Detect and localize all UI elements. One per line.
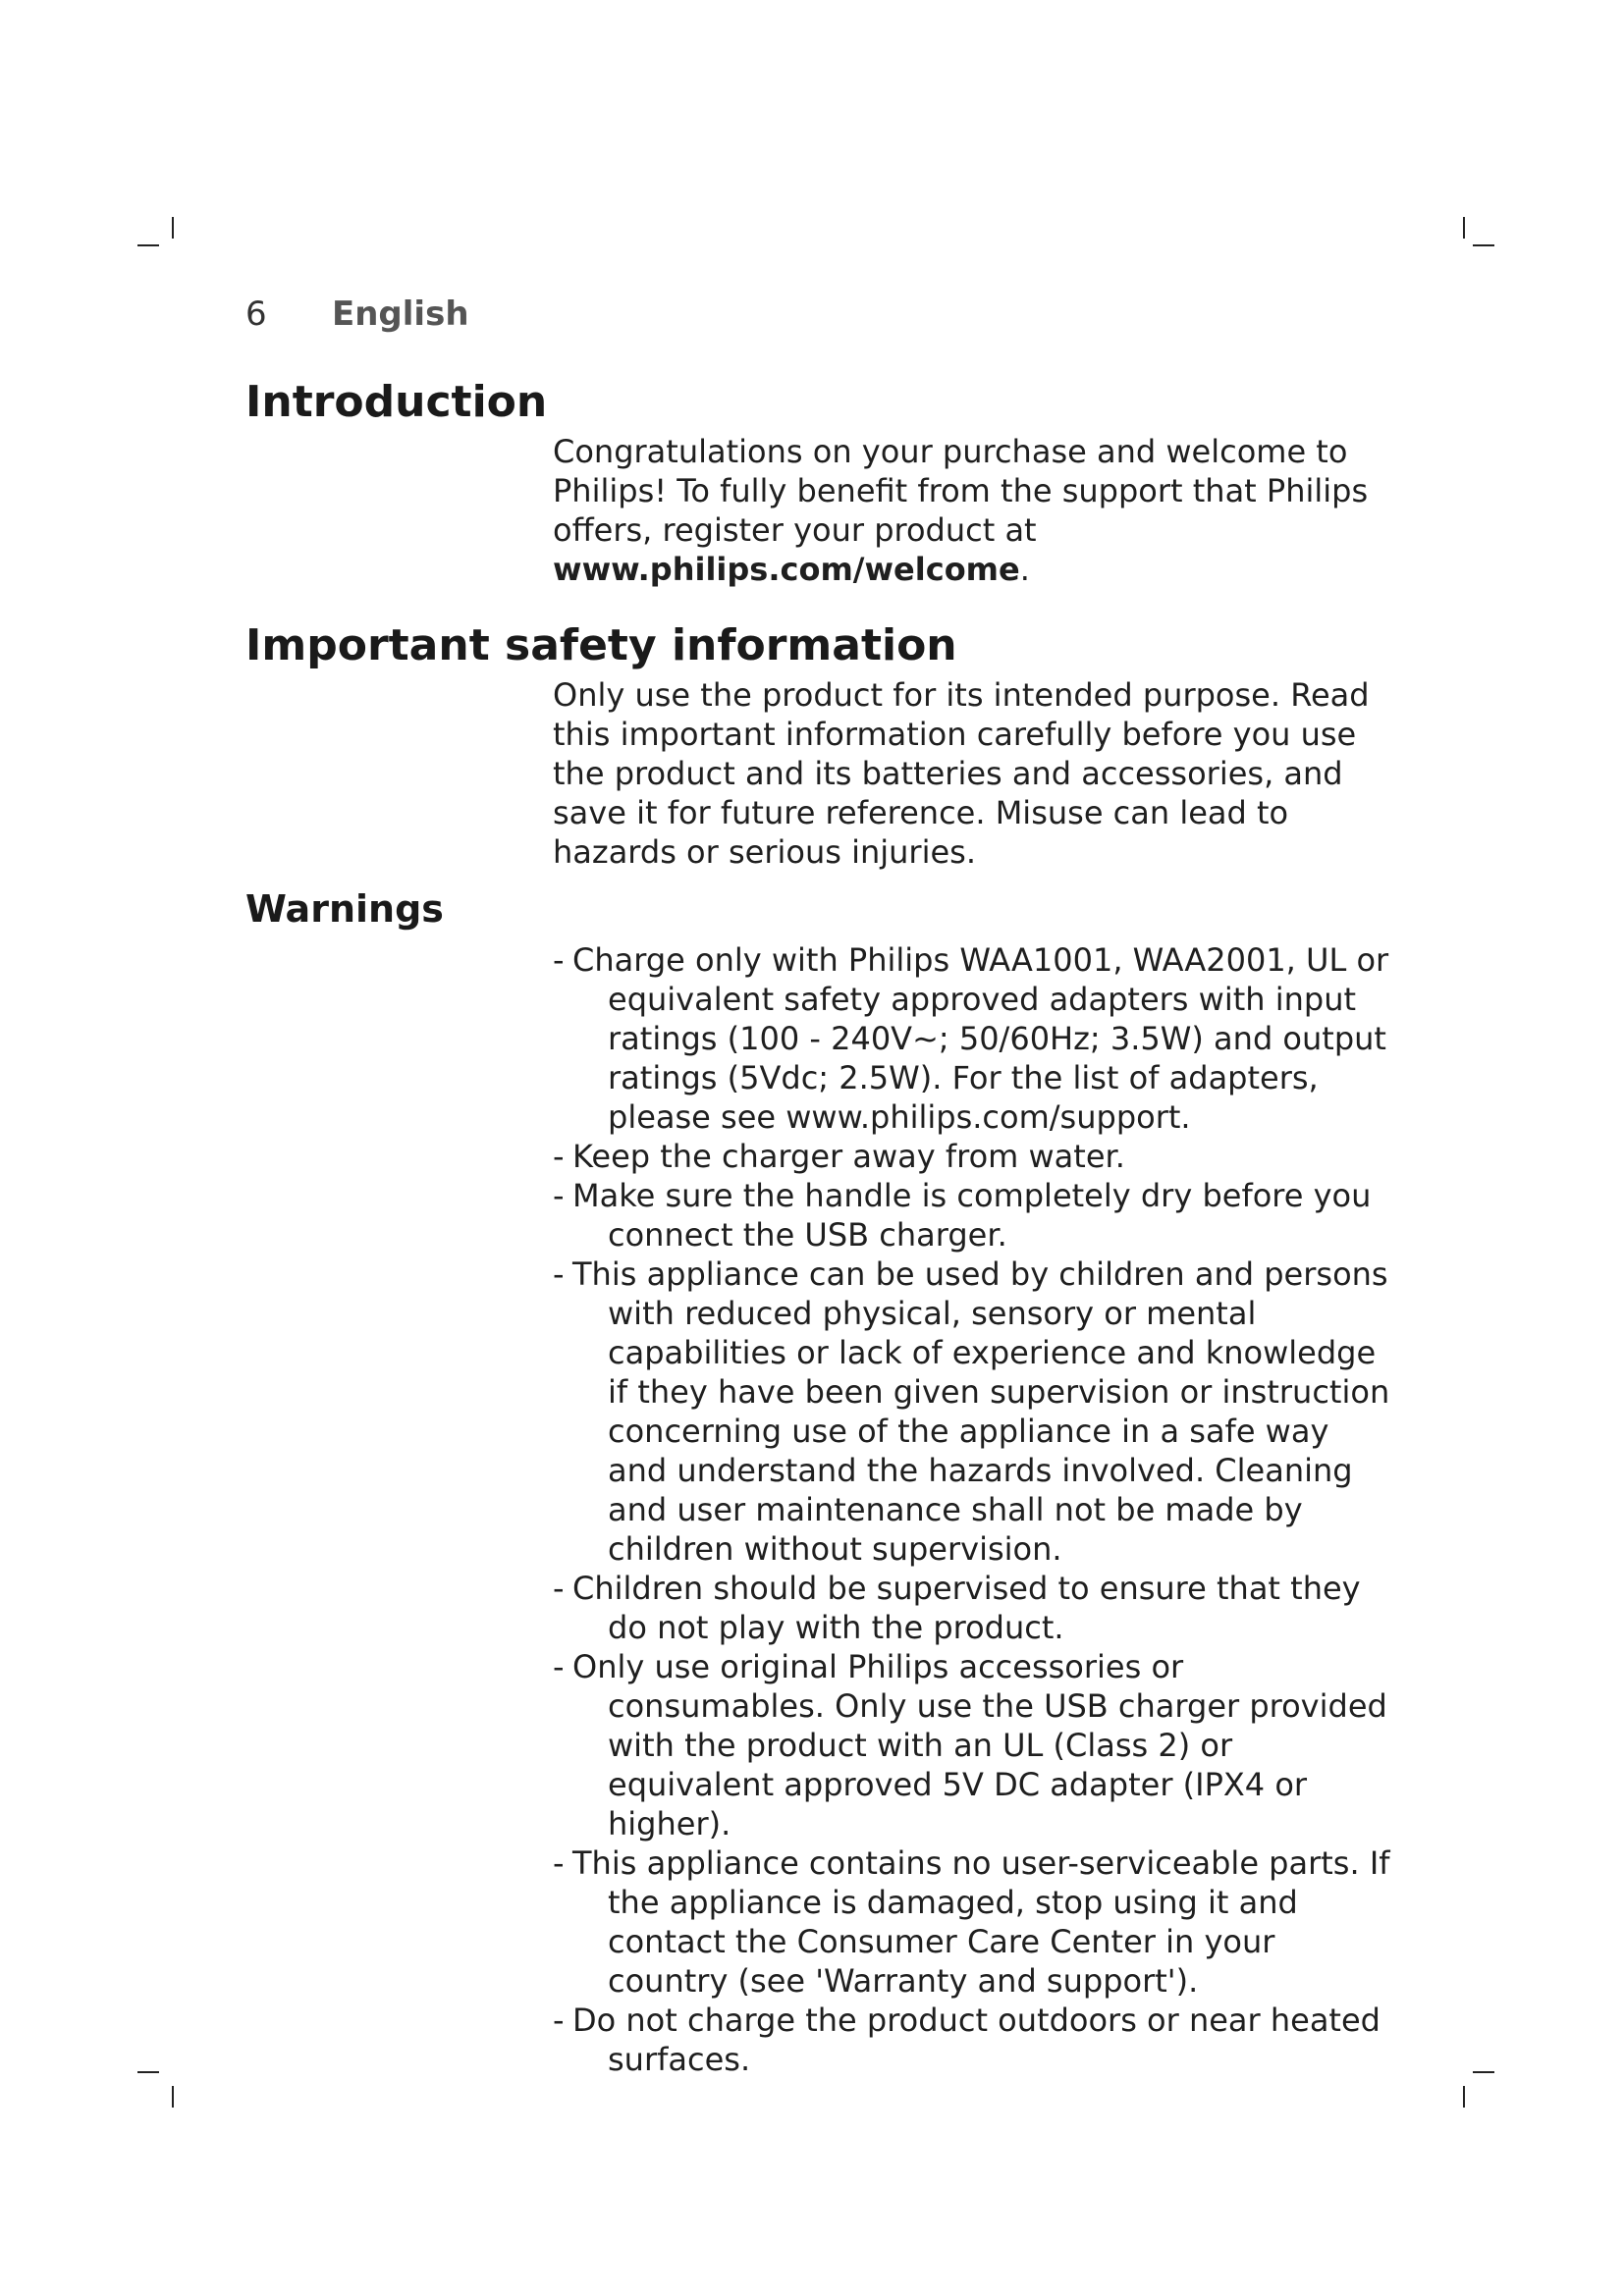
page-header — [245, 294, 469, 334]
crop-mark — [1463, 2086, 1465, 2108]
list-item — [553, 940, 1397, 1137]
warning-text: This appliance contains no user-serviceable parts. If the appliance is damaged, stop using it and contact the Consumer Care Center in your country (see 'Warranty and support'). — [572, 1844, 1390, 2000]
safety-heading: Important safety information — [245, 620, 957, 670]
bullet-dash: - — [553, 1177, 565, 1214]
warnings-list — [553, 940, 1397, 2079]
list-item — [553, 1569, 1397, 1647]
crop-mark — [1473, 2071, 1494, 2073]
list-item — [553, 1176, 1397, 1255]
warning-text: Keep the charger away from water. — [572, 1138, 1125, 1175]
warning-text: Children should be supervised to ensure that they do not play with the product. — [572, 1570, 1361, 1646]
list-item — [553, 1255, 1397, 1569]
crop-mark — [137, 2071, 159, 2073]
crop-mark — [1473, 244, 1494, 246]
list-item — [553, 1843, 1397, 2001]
crop-mark — [1463, 217, 1465, 239]
list-item — [553, 1647, 1397, 1843]
bullet-dash: - — [553, 1648, 565, 1685]
safety-paragraph: Only use the product for its intended purpose. Read this important information carefully before you use the product and its batteries and accessories, and save it for future reference. Misuse can lead to hazards or serious injuries. — [553, 676, 1370, 871]
bullet-dash: - — [553, 941, 565, 979]
crop-mark — [137, 244, 159, 246]
warning-text: Only use original Philips accessories or consumables. Only use the USB charger provided with the product with an UL (Class 2) or equivalent approved 5V DC adapter (IPX4 or higher). — [572, 1648, 1387, 1842]
bullet-dash: - — [553, 1138, 565, 1175]
list-item — [553, 1137, 1397, 1176]
bullet-dash: - — [553, 1570, 565, 1607]
warning-text: Make sure the handle is completely dry before you connect the USB charger. — [572, 1177, 1372, 1254]
crop-mark — [172, 2086, 174, 2108]
page-number: 6 — [245, 294, 267, 334]
warning-text: This appliance can be used by children and persons with reduced physical, sensory or mental capabilities or lack of experience and knowledge if they have been given supervision or instruction concerning use of the appliance in a safe way and understand the hazards involved. Cleaning and user maintenance shall not be made by children without supervision. — [572, 1255, 1390, 1568]
warning-text: Charge only with Philips WAA1001, WAA2001, UL or equivalent safety approved adapters with input ratings (100 - 240V~; 50/60Hz; 3.5W) and output ratings (5Vdc; 2.5W). For the list of adapters, please see www.philips.com/support. — [572, 941, 1389, 1136]
registration-link[interactable]: www.philips.com/welcome — [553, 551, 1020, 588]
bullet-dash: - — [553, 2002, 565, 2039]
bullet-dash: - — [553, 1844, 565, 1882]
introduction-paragraph — [553, 432, 1378, 589]
crop-mark — [172, 217, 174, 239]
warnings-heading: Warnings — [245, 887, 444, 931]
warning-text: Do not charge the product outdoors or near heated surfaces. — [572, 2002, 1380, 2078]
introduction-heading: Introduction — [245, 377, 548, 427]
link-suffix: . — [1019, 551, 1030, 588]
introduction-text: Congratulations on your purchase and welcome to Philips! To fully benefit from the support that Philips offers, register your product at — [553, 433, 1369, 549]
list-item — [553, 2001, 1397, 2079]
bullet-dash: - — [553, 1255, 565, 1293]
language-label: English — [332, 294, 469, 334]
